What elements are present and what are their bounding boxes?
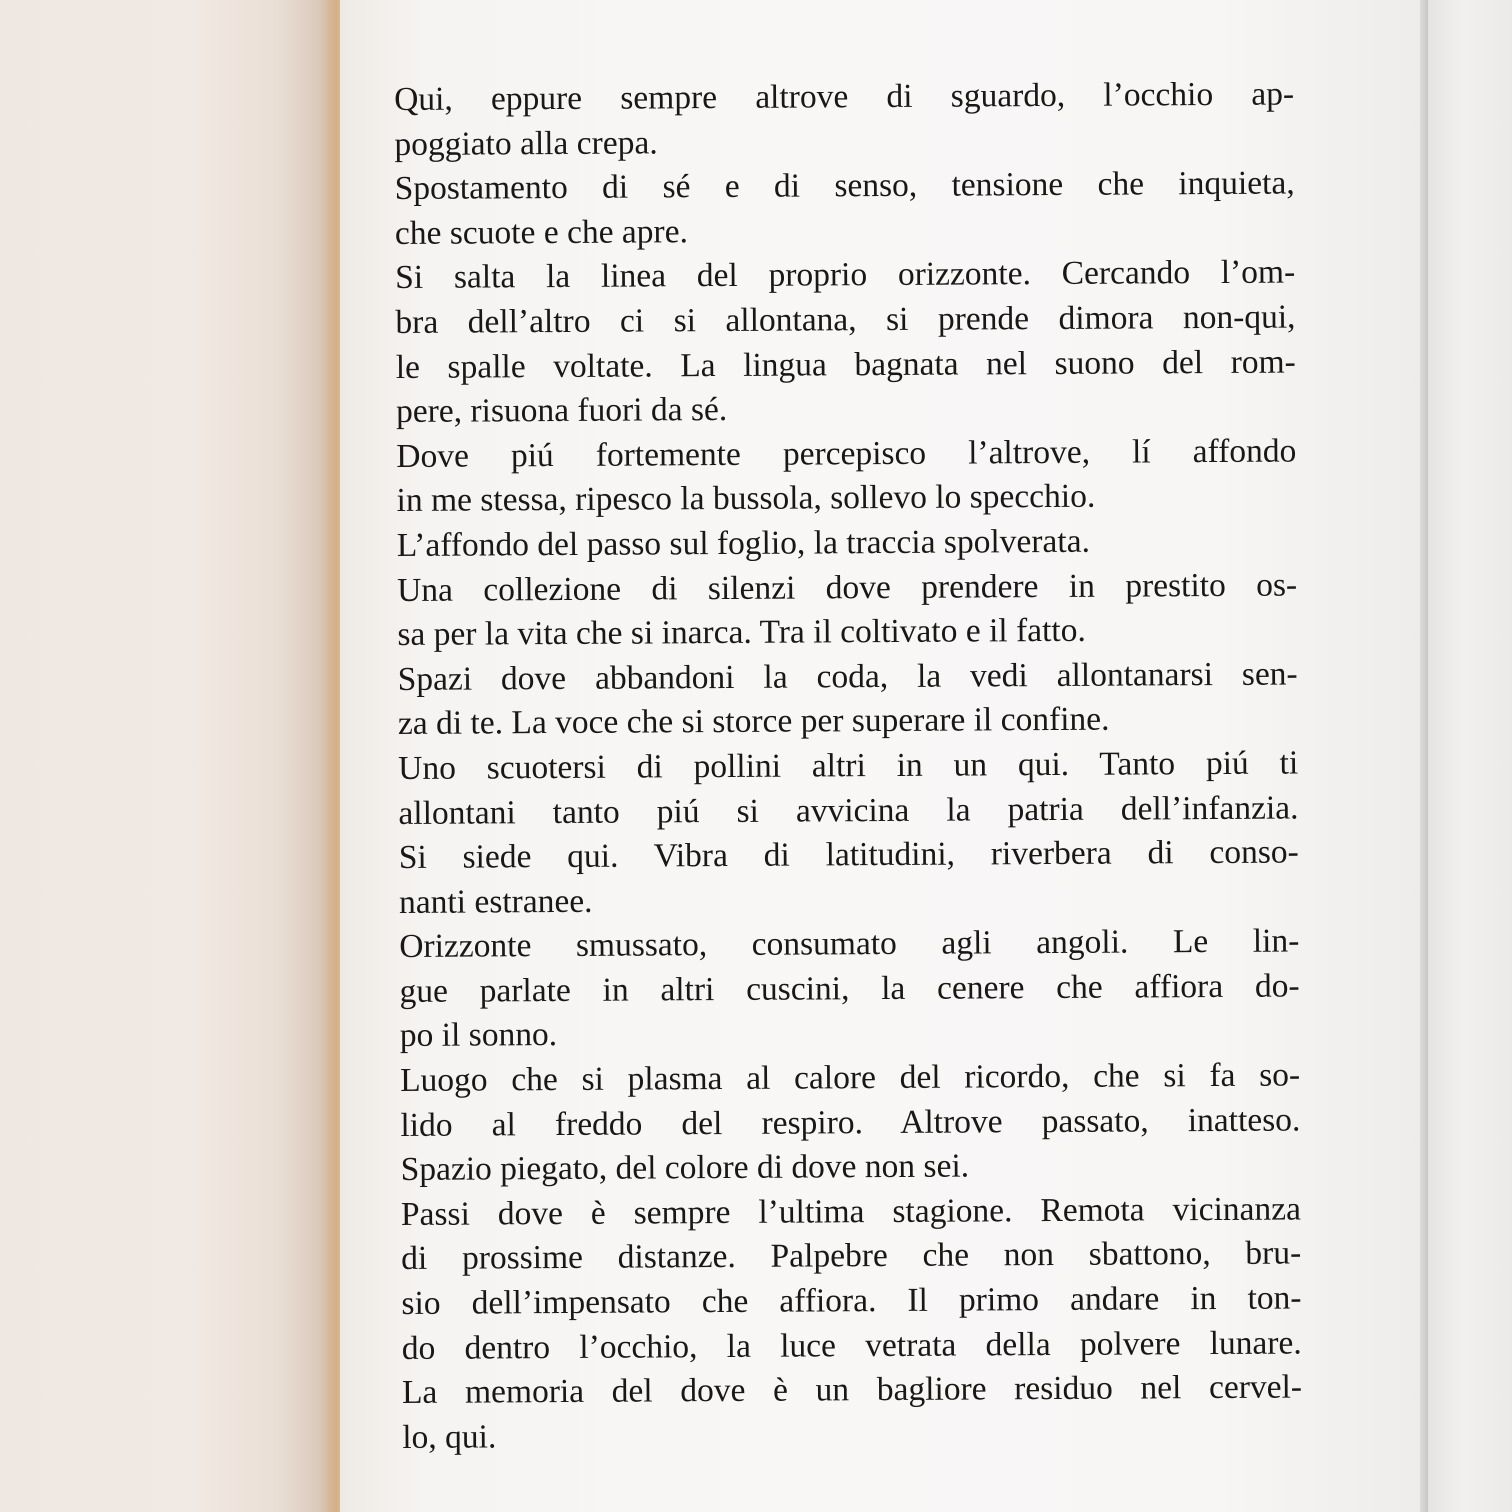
text-line: che scuote e che apre.	[394, 212, 689, 252]
table-surface	[1428, 0, 1512, 1512]
text-line: allontani tanto piú si avvicina la patria dell’infanzia.	[398, 788, 1299, 832]
text-line: Si salta la linea del proprio orizzonte. Cercando l’om-	[395, 253, 1296, 297]
page-edge	[1420, 0, 1428, 1512]
text-line: le spalle voltate. La lingua bagnata nel suono del rom-	[395, 343, 1296, 386]
text-line: Qui, eppure sempre altrove di sguardo, l’occhio ap-	[394, 75, 1295, 118]
text-line: Si siede qui. Vibra di latitudini, riverbera di conso-	[398, 833, 1299, 877]
text-line: pere, risuona fuori da sé.	[395, 391, 728, 431]
text-line: Spazi dove abbandoni la coda, la vedi allontanarsi sen-	[397, 655, 1298, 698]
text-line: lo, qui.	[402, 1418, 497, 1456]
text-line: do dentro l’occhio, la luce vetrata della polvere lunare.	[401, 1324, 1302, 1367]
text-line: in me stessa, ripesco la bussola, sollevo lo specchio.	[396, 478, 1096, 520]
text-line: Uno scuotersi di pollini altri in un qui. Tanto piú ti	[398, 744, 1299, 787]
text-line: Orizzonte smussato, consumato agli angoli. Le lin-	[399, 922, 1300, 966]
text-line: Dove piú fortemente percepisco l’altrove, lí affondo	[396, 432, 1297, 475]
text-line: za di te. La voce che si storce per superare il confine.	[397, 700, 1110, 743]
text-line: sio dell’impensato che affiora. Il primo andare in ton-	[401, 1279, 1302, 1323]
text-line: poggiato alla crepa.	[394, 123, 658, 163]
text-line: L’affondo del passo sul foglio, la traccia spolverata.	[396, 522, 1091, 564]
text-line: Una collezione di silenzi dove prendere in prestito os-	[397, 566, 1298, 609]
text-line: Spostamento di sé e di senso, tensione che inquieta,	[394, 164, 1295, 208]
text-line: sa per la vita che si inarca. Tra il coltivato e il fatto.	[397, 611, 1086, 654]
text-line: gue parlate in altri cuscini, la cenere che affiora do-	[399, 967, 1300, 1010]
left-page	[0, 0, 345, 1512]
text-line: Spazio piegato, del colore di dove non sei.	[400, 1147, 970, 1189]
text-line: di prossime distanze. Palpebre che non sbattono, bru-	[401, 1234, 1302, 1278]
text-line: lido al freddo del respiro. Altrove passato, inatteso.	[400, 1101, 1301, 1144]
text-line: bra dell’altro ci si allontana, si prende dimora non-qui,	[395, 298, 1296, 341]
text-line: Luogo che si plasma al calore del ricordo, che si fa so-	[400, 1056, 1301, 1100]
page-text	[394, 73, 1302, 1461]
text-line: Passi dove è sempre l’ultima stagione. Remota vicinanza	[400, 1190, 1302, 1233]
text-line: La memoria del dove è un bagliore residuo nel cervel-	[401, 1368, 1303, 1412]
text-line: po il sonno.	[399, 1016, 558, 1055]
text-line: nanti estranee.	[398, 882, 593, 921]
